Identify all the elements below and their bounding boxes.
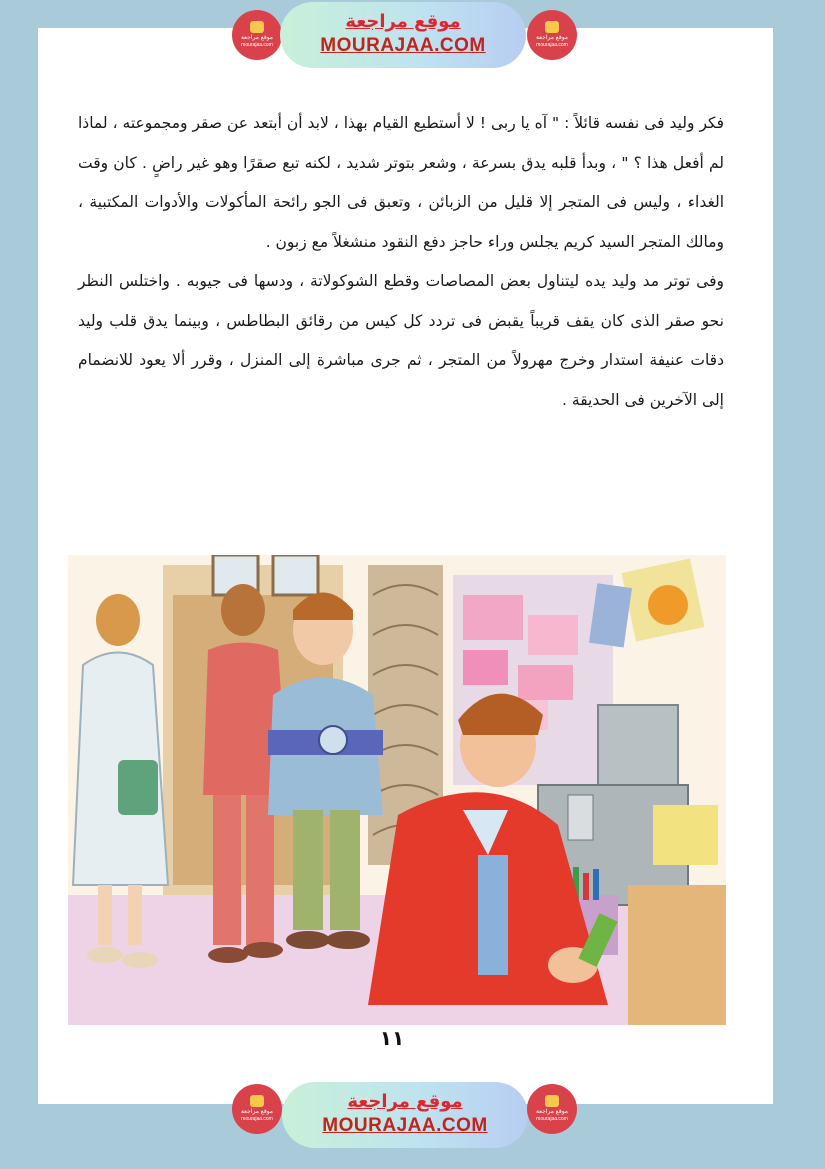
site-logo-right-bottom[interactable]: موقع مراجعة mourajaa.com (527, 1084, 577, 1134)
site-name-ar[interactable]: موقع مراجعة (347, 1091, 463, 1112)
story-text (78, 104, 724, 420)
site-logo-right-top[interactable]: موقع مراجعة mourajaa.com (527, 10, 577, 60)
logo-badge-icon (545, 21, 559, 33)
site-name-ar[interactable]: موقع مراجعة (345, 11, 461, 32)
site-name-en[interactable]: MOURAJAA.COM (322, 1115, 488, 1136)
logo-badge-icon (250, 1095, 264, 1107)
site-banner-bottom[interactable] (282, 1082, 528, 1148)
logo-badge-icon (250, 21, 264, 33)
store-illustration (68, 555, 726, 1025)
logo-badge-icon (545, 1095, 559, 1107)
site-logo-left-bottom[interactable]: موقع مراجعة mourajaa.com (232, 1084, 282, 1134)
site-banner-top[interactable] (280, 2, 526, 68)
site-name-en[interactable]: MOURAJAA.COM (320, 35, 486, 56)
paragraph-2: وفى توتر مد وليد يده ليتناول بعض المصاصات وقطع الشوكولاتة ، ودسها فى جيوبه . واختلس النظر نحو صقر الذى كان يقف قريباً يقبض فى تردد كل كيس من رقائق البطاطس ، وبينما يدق قلب وليد دقات عنيفة استدار وخرج مهرولاً من المتجر ، ثم جرى مباشرة إلى المنزل ، وقرر ألا يعود للانضمام إلى الآخرين فى الحديقة . (78, 272, 724, 409)
page-number: ١١ (379, 1026, 405, 1050)
site-logo-left-top[interactable]: موقع مراجعة mourajaa.com (232, 10, 282, 60)
paragraph-1: فكر وليد فى نفسه قائلاً : " آه يا ربى ! لا أستطيع القيام بهذا ، لابد أن أبتعد عن صقر ومجموعته ، لماذا لم أفعل هذا ؟ " ، وبدأ قلبه يدق بسرعة ، وشعر بتوتر شديد ، لكنه تبع صقرًا وهو غير راضٍ . كان وقت الغداء ، وليس فى المتجر إلا قليل من الزبائن ، وتعبق فى الجو رائحة المأكولات والأدوات المكتبية ، ومالك المتجر السيد كريم يجلس وراء حاجز دفع النقود منشغلاً مع زبون . (78, 114, 724, 251)
